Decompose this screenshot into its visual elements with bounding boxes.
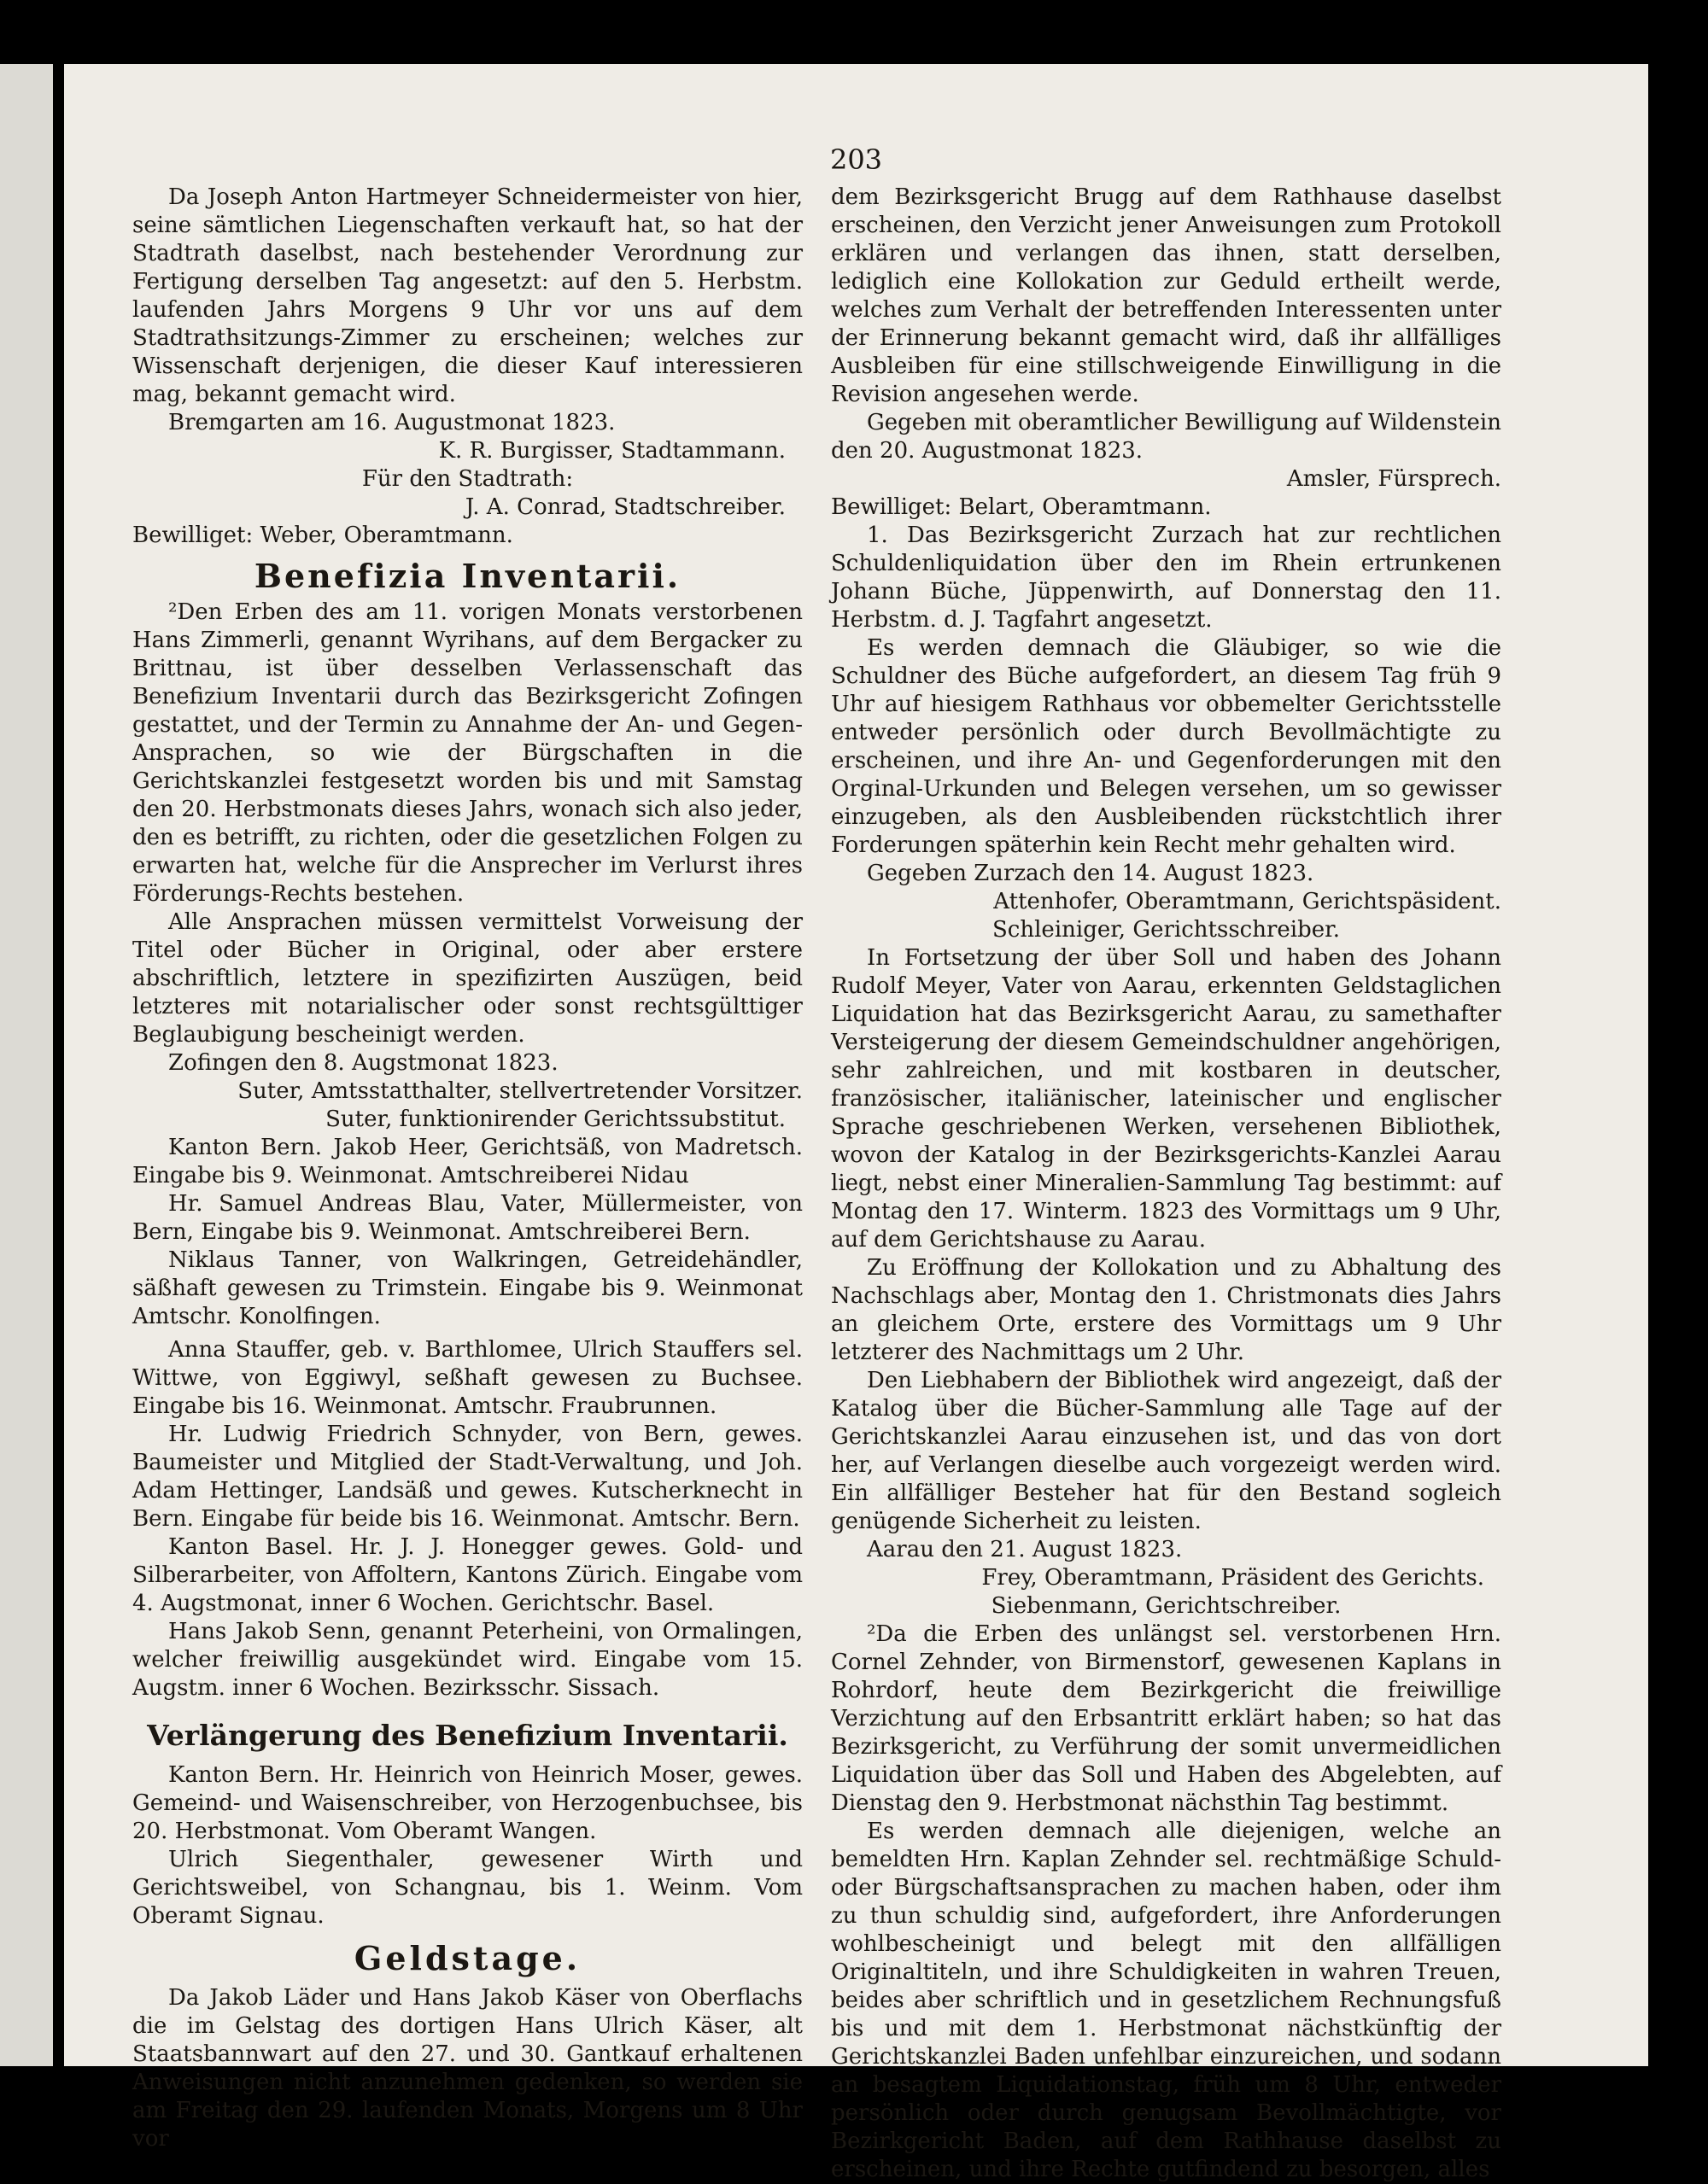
notice-signature: Suter, Amtsstatthalter, stellvertretender Vorsitzer.: [237, 1078, 803, 1104]
notice-signature: Amsler, Fürsprech.: [1286, 466, 1501, 492]
section-heading: Benefizia Inventarii.: [254, 557, 681, 595]
list-entry: Kanton Bern. Hr. Heinrich von Heinrich Moser, gewes. Gemeind- und Waisenschreiber, von Herzogenbuchsee, bis 20. Herbstmonat. Vom Oberamt Wangen.: [132, 1762, 803, 1844]
notice-paragraph: Alle Ansprachen müssen vermittelst Vorweisung der Titel oder Bücher in Original, oder aber erstere abschriftlich, letztere in spezifizirten Auszügen, beid letzteres mit notarialischer oder sonst rechtsgülttiger Beglaubigung bescheinigt werden.: [132, 909, 803, 1048]
list-entry: Kanton Bern. Jakob Heer, Gerichtsäß, von Madretsch. Eingabe bis 9. Weinmonat. Amtschreiberei Nidau: [132, 1135, 803, 1188]
notice-signature: Schleiniger, Gerichtsschreiber.: [992, 917, 1340, 943]
page-number: 203: [829, 143, 883, 176]
notice-laeder: Da Jakob Läder und Hans Jakob Käser von Oberflachs die im Gelstag des dortigen Hans Ulrich Käser, alt Staatsbannwart auf den 27. und 30. Gantkauf erhaltenen Anweisungen nicht anzunehmen gedenken, so werden sie am Freitag den 29. laufenden Monats, Morgens um 8 Uhr vor: [132, 1985, 803, 2152]
notice-date: Gegeben Zurzach den 14. August 1823.: [867, 861, 1314, 886]
left-column: [132, 184, 803, 2153]
notice-meyer: In Fortsetzung der über Soll und haben des Johann Rudolf Meyer, Vater von Aarau, erkennten Geldstaglichen Liquidation hat das Bezirksgericht Aarau, zu samethafter Versteigerung der diesem Gemeindschuldner angehörigen, sehr zahlreichen, und mit kostbaren in deutscher, französischer, italiänischer, lateinischer und englischer Sprache geschriebenen Werken, versehenen Bibliothek, wovon der Katalog in der Bezirksgerichts-Kanzlei Aarau liegt, nebst einer Mineralien-Sammlung Tag bestimmt: auf Montag den 17. Winterm. 1823 des Vormittags um 9 Uhr, auf dem Gerichtshause zu Aarau.: [831, 945, 1501, 1253]
list-entry: Ulrich Siegenthaler, gewesener Wirth und Gerichtsweibel, von Schangnau, bis 1. Weinm. Vom Oberamt Signau.: [132, 1847, 803, 1929]
list-entry: Anna Stauffer, geb. v. Barthlomee, Ulrich Stauffers sel. Wittwe, von Eggiwyl, seßhaft gewesen zu Buchsee. Eingabe bis 16. Weinmonat. Amtschr. Fraubrunnen.: [132, 1337, 803, 1419]
notice-date: Zofingen den 8. Augstmonat 1823.: [168, 1050, 559, 1076]
notice-buche: 1. Das Bezirksgericht Zurzach hat zur rechtlichen Schuldenliquidation über den im Rhein ertrunkenen Johann Büche, Jüppenwirth, auf Donnerstag den 11. Herbstm. d. J. Tagfahrt angesetzt.: [831, 523, 1501, 633]
notice-paragraph: Zu Eröffnung der Kollokation und zu Abhaltung des Nachschlags aber, Montag den 1. Christmonats dies Jahrs an gleichem Orte, erstere des Vormittags um 9 Uhr letzterer des Nachmittags um 2 Uhr.: [831, 1255, 1501, 1365]
list-entry: Hr. Ludwig Friedrich Schnyder, von Bern, gewes. Baumeister und Mitglied der Stadt-Verwaltung, und Joh. Adam Hettinger, Landsäß und gewes. Kutscherknecht in Bern. Eingabe für beide bis 16. Weinmonat. Amtschr. Bern.: [132, 1422, 803, 1532]
notice-paragraph: Es werden demnach alle diejenigen, welche an bemeldten Hrn. Kaplan Zehnder sel. rechtmäßige Schuld- oder Bürgschaftsansprachen zu machen haben, oder ihm zu thun schuldig sind, aufgefordert, ihre Anforderungen wohlbescheinigt und belegt mit den allfälligen Originaltiteln, und ihre Schuldigkeiten in wahren Treuen, beides aber schriftlich und in gesetzlichem Rechnungsfuß bis und mit dem 1. Herbstmonat nächstkünftig der Gerichtskanzlei Baden unfehlbar einzureichen, und sodann an besagtem Liquidationstag, früh um 8 Uhr, entweder persönlich oder durch genugsam Bevollmächtigte, vor Bezirkgericht Baden, auf dem Rathhause daselbst zu erscheinen, und ihre Rechte gutfindend zu besorgen, alles: [831, 1819, 1501, 2182]
notice-approval: Bewilliget: Belart, Oberamtmann.: [831, 494, 1212, 520]
notice-signature: K. R. Burgisser, Stadtammann.: [438, 438, 786, 464]
notice-signature: Für den Stadtrath:: [361, 466, 574, 492]
newspaper-page: [64, 64, 1648, 2182]
notice-paragraph: Den Liebhabern der Bibliothek wird angezeigt, daß der Katalog über die Bücher-Sammlung alle Tage auf der Gerichtskanzlei Aarau einzusehen ist, und das von dort her, auf Verlangen dieselbe auch vorgezeigt werden wird. Ein allfälliger Besteher hat für den Bestand sogleich genügende Sicherheit zu leisten.: [831, 1368, 1501, 1534]
list-entry: Hans Jakob Senn, genannt Peterheini, von Ormalingen, welcher freiwillig ausgekündet wird. Eingabe vom 15. Augstm. inner 6 Wochen. Bezirksschr. Sissach.: [132, 1619, 803, 1701]
previous-page-edge: [0, 64, 53, 2066]
notice-continuation: dem Bezirksgericht Brugg auf dem Rathhause daselbst erscheinen, den Verzicht jener Anweisungen zum Protokoll erklären und verlangen das ihnen, statt derselben, lediglich eine Kollokation zur Geduld ertheilt werde, welches zum Verhalt der betreffenden Interessenten unter der Erinnerung bekannt gemacht wird, daß ihr allfälliges Ausbleiben für eine stillschweigende Einwilligung in die Revision angesehen werde.: [831, 184, 1501, 407]
notice-zimmerli: ²Den Erben des am 11. vorigen Monats verstorbenen Hans Zimmerli, genannt Wyrihans, auf dem Bergacker zu Brittnau, ist über desselben Verlassenschaft das Benefizium Inventarii durch das Bezirksgericht Zofingen gestattet, und der Termin zu Annahme der An- und Gegen-Ansprachen, so wie der Bürgschaften in die Gerichtskanzlei festgesetzt worden bis und mit Samstag den 20. Herbstmonats dieses Jahrs, wonach sich also jeder, den es betrifft, zu richten, oder die gesetzlichen Folgen zu erwarten hat, welche für die Ansprecher im Verlurst ihres Förderungs-Rechts bestehen.: [132, 599, 803, 907]
notice-signature: Frey, Oberamtmann, Präsident des Gerichts.: [981, 1565, 1484, 1591]
notice-date: Bremgarten am 16. Augustmonat 1823.: [168, 410, 616, 435]
notice-paragraph: Es werden demnach die Gläubiger, so wie die Schuldner des Büche aufgefordert, an diesem Tag früh 9 Uhr auf hiesigem Rathhaus vor obbemelter Gerichtsstelle entweder persönlich oder durch Bevollmächtigte zu erscheinen, und ihre An- und Gegenforderungen mit den Orginal-Urkunden und Belegen versehen, um so gewisser einzugeben, als den Ausbleibenden rückstchtlich ihrer Forderungen späterhin kein Recht mehr gehalten wird.: [831, 635, 1501, 858]
section-heading: Geldstage.: [354, 1939, 582, 1977]
list-entry: Niklaus Tanner, von Walkringen, Getreidehändler, säßhaft gewesen zu Trimstein. Eingabe bis 9. Weinmonat Amtschr. Konolfingen.: [132, 1247, 803, 1329]
notice-date: Gegeben mit oberamtlicher Bewilligung auf Wildenstein den 20. Augustmonat 1823.: [831, 410, 1501, 464]
notice-date: Aarau den 21. August 1823.: [867, 1537, 1183, 1562]
notice-hartmeyer: Da Joseph Anton Hartmeyer Schneidermeister von hier, seine sämtlichen Liegenschaften verkauft hat, so hat der Stadtrath daselbst, nach bestehender Verordnung zur Fertigung derselben Tag angesetzt: auf den 5. Herbstm. laufenden Jahrs Morgens 9 Uhr vor uns auf dem Stadtrathsitzungs-Zimmer zu erscheinen; welches zur Wissenschaft derjenigen, die dieser Kauf interessieren mag, bekannt gemacht wird.: [132, 184, 803, 407]
list-entry: Hr. Samuel Andreas Blau, Vater, Müllermeister, von Bern, Eingabe bis 9. Weinmonat. Amtschreiberei Bern.: [132, 1191, 803, 1245]
notice-signature: J. A. Conrad, Stadtschreiber.: [465, 494, 786, 520]
right-column: [831, 184, 1501, 2184]
notice-approval: Bewilliget: Weber, Oberamtmann.: [132, 523, 513, 548]
notice-signature: Siebenmann, Gerichtschreiber.: [991, 1593, 1342, 1619]
notice-signature: Attenhofer, Oberamtmann, Gerichtspäsident.: [993, 889, 1501, 914]
section-heading: Verlängerung des Benefizium Inventarii.: [147, 1719, 788, 1752]
list-entry: Kanton Basel. Hr. J. J. Honegger gewes. Gold- und Silberarbeiter, von Affoltern, Kantons Zürich. Eingabe vom 4. Augstmonat, inner 6 Wochen. Gerichtschr. Basel.: [132, 1534, 803, 1616]
notice-signature: Suter, funktionirender Gerichtssubstitut.: [325, 1107, 786, 1132]
notice-zehnder: ²Da die Erben des unlängst sel. verstorbenen Hrn. Cornel Zehnder, von Birmenstorf, gewesenen Kaplans in Rohrdorf, heute dem Bezirkgericht die freiwillige Verzichtung auf den Erbsantritt erklärt haben; so hat das Bezirksgericht, zu Verführung der somit unvermeidlichen Liquidation über das Soll und Haben des Abgelebten, auf Dienstag den 9. Herbstmonat nächsthin Tag bestimmt.: [831, 1621, 1501, 1816]
